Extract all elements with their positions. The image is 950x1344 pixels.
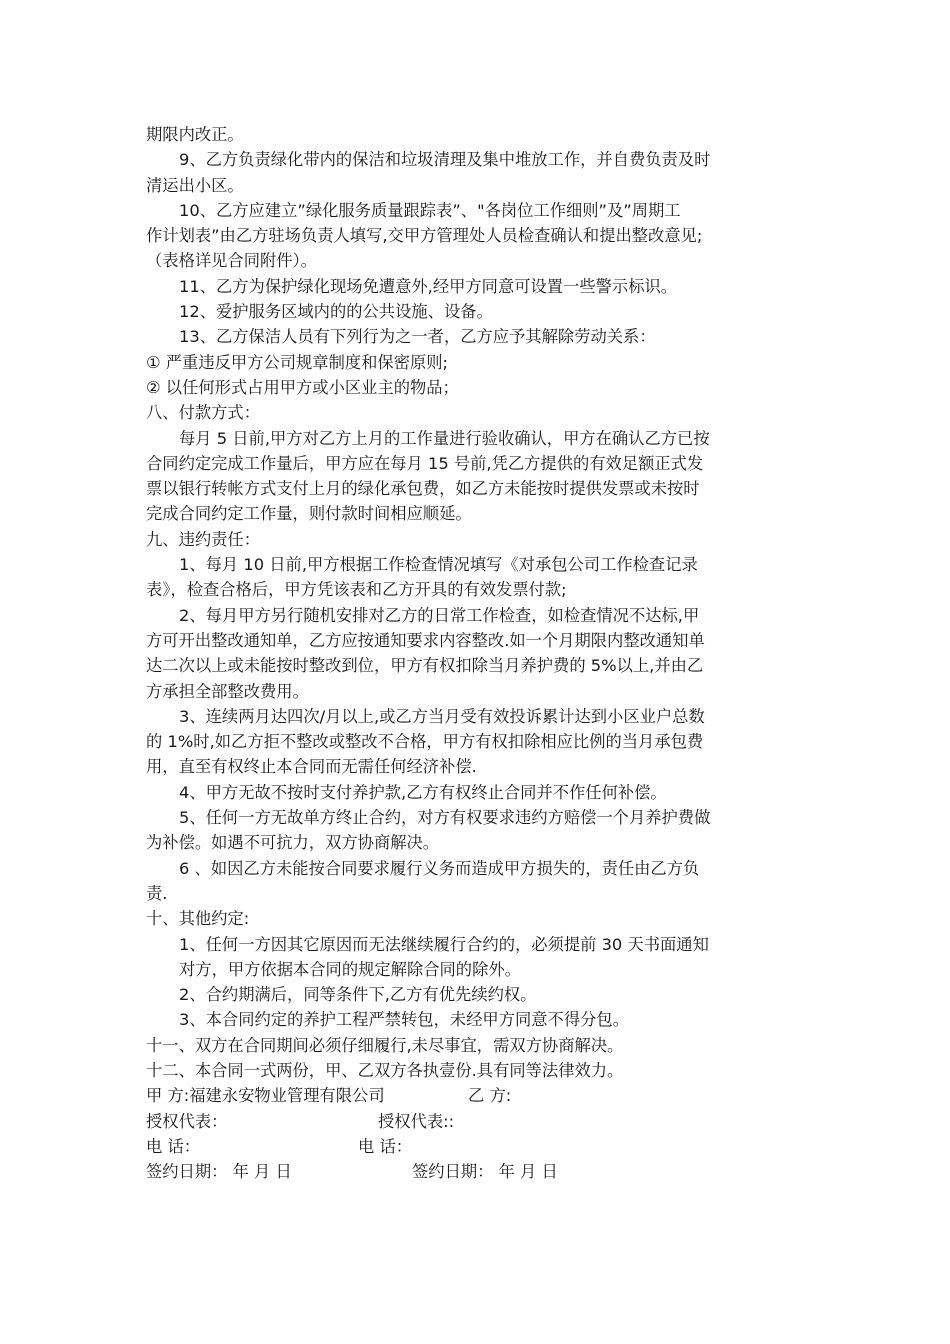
date-b-label: 签约日期： 年 月 日 (412, 1162, 558, 1182)
contract-line: 用，直至有权终止本合同而无需任何经济补偿. (146, 757, 477, 777)
signature-row-rep (146, 1109, 811, 1134)
contract-line: 清运出小区。 (146, 175, 244, 195)
contract-body (146, 122, 811, 1083)
contract-line: 9、乙方负责绿化带内的保洁和垃圾清理及集中堆放工作，并自费负责及时 (179, 150, 711, 170)
contract-line: 十一、双方在合同期间必须仔细履行,未尽事宜，需双方协商解决。 (146, 1035, 624, 1055)
contract-line: 合同约定完成工作量后，甲方应在每月 15 号前,凭乙方提供的有效足额正式发 (146, 453, 704, 473)
contract-line: 期限内改正。 (146, 125, 244, 144)
contract-line: 方承担全部整改费用。 (146, 681, 309, 701)
contract-line: 完成合同约定工作量，则付款时间相应顺延。 (146, 504, 472, 524)
contract-line: 12、爱护服务区域内的的公共设施、设备。 (179, 302, 493, 322)
rep-a-label: 授权代表： (146, 1111, 228, 1131)
contract-line: 10、乙方应建立”绿化服务质量跟踪表”、"各岗位工作细则”及”周期工 (179, 200, 681, 220)
contract-line: ② 以任何形式占用甲方或小区业主的物品； (146, 377, 459, 397)
contract-line: 13、乙方保洁人员有下列行为之一者，乙方应予其解除劳动关系： (179, 327, 656, 347)
contract-line: （表格详见合同附件）。 (146, 251, 317, 271)
contract-line: 1、任何一方因其它原因而无法继续履行合约的，必须提前 30 天书面通知 (179, 934, 709, 954)
rep-b-label: 授权代表:: (378, 1111, 455, 1131)
signature-row-party (146, 1083, 811, 1108)
contract-line: 方可开出整改通知单，乙方应按通知要求内容整改.如一个月期限内整改通知单 (146, 630, 705, 650)
contract-line: 1、每月 10 日前,甲方根据工作检查情况填写《对承包公司工作检查记录 (179, 555, 698, 575)
signature-row-date (146, 1159, 811, 1184)
contract-line: 八、付款方式： (146, 403, 260, 423)
contract-line: 表》，检查合格后，甲方凭该表和乙方开具的有效发票付款; (146, 580, 567, 600)
signature-row-phone (146, 1134, 811, 1159)
contract-line: 3、连续两月达四次/月以上,或乙方当月受有效投诉累计达到小区业户总数 (179, 706, 705, 726)
contract-line: 为补偿。如遇不可抗力，双方协商解决。 (146, 833, 440, 853)
date-a-label: 签约日期： 年 月 日 (146, 1162, 292, 1182)
contract-line: 责. (146, 883, 168, 903)
contract-line: 4、甲方无故不按时支付养护款,乙方有权终止合同并不作任何补偿。 (179, 782, 667, 802)
contract-line: 票以银行转帐方式支付上月的绿化承包费，如乙方未能按时提供发票或未按时 (146, 479, 700, 499)
contract-line: 6 、如因乙方未能按合同要求履行义务而造成甲方损失的，责任由乙方负 (179, 858, 700, 878)
contract-line: 5、任何一方无故单方终止合约，对方有权要求违约方赔偿一个月养护费做 (179, 808, 711, 828)
contract-line: 每月 5 日前,甲方对乙方上月的工作量进行验收确认，甲方在确认乙方已按 (179, 428, 710, 448)
contract-line: 对方，甲方依据本合同的规定解除合同的除外。 (179, 959, 521, 979)
contract-line: 2、合约期满后，同等条件下,乙方有优先续约权。 (179, 985, 537, 1005)
party-a-label: 甲 方:福建永安物业管理有限公司 (146, 1086, 385, 1106)
contract-line: 十二、本合同一式两份，甲、乙双方各执壹份.具有同等法律效力。 (146, 1060, 624, 1080)
contract-line: 2、每月甲方另行随机安排对乙方的日常工作检查，如检查情况不达标,甲 (179, 605, 700, 625)
contract-line: 作计划表”由乙方驻场负责人填写,交甲方管理处人员检查确认和提出整改意见; (146, 226, 703, 246)
contract-page (146, 122, 811, 1184)
contract-line: 十、其他约定: (146, 909, 250, 929)
phone-b-label: 电 话： (358, 1136, 413, 1156)
phone-a-label: 电 话： (146, 1136, 201, 1156)
contract-line: 九、违约责任： (146, 529, 260, 549)
contract-line: 3、本合同约定的养护工程严禁转包，未经甲方同意不得分包。 (179, 1010, 629, 1030)
contract-line: ① 严重违反甲方公司规章制度和保密原则; (146, 352, 449, 372)
contract-line: 11、乙方为保护绿化现场免遭意外,经甲方同意可设置一些警示标识。 (179, 276, 678, 296)
party-b-label: 乙 方: (468, 1086, 512, 1106)
contract-line: 达二次以上或未能按时整改到位，甲方有权扣除当月养护费的 5%以上,并由乙 (146, 656, 704, 676)
contract-line: 的 1%时,如乙方拒不整改或整改不合格，甲方有权扣除相应比例的当月承包费 (146, 732, 704, 752)
